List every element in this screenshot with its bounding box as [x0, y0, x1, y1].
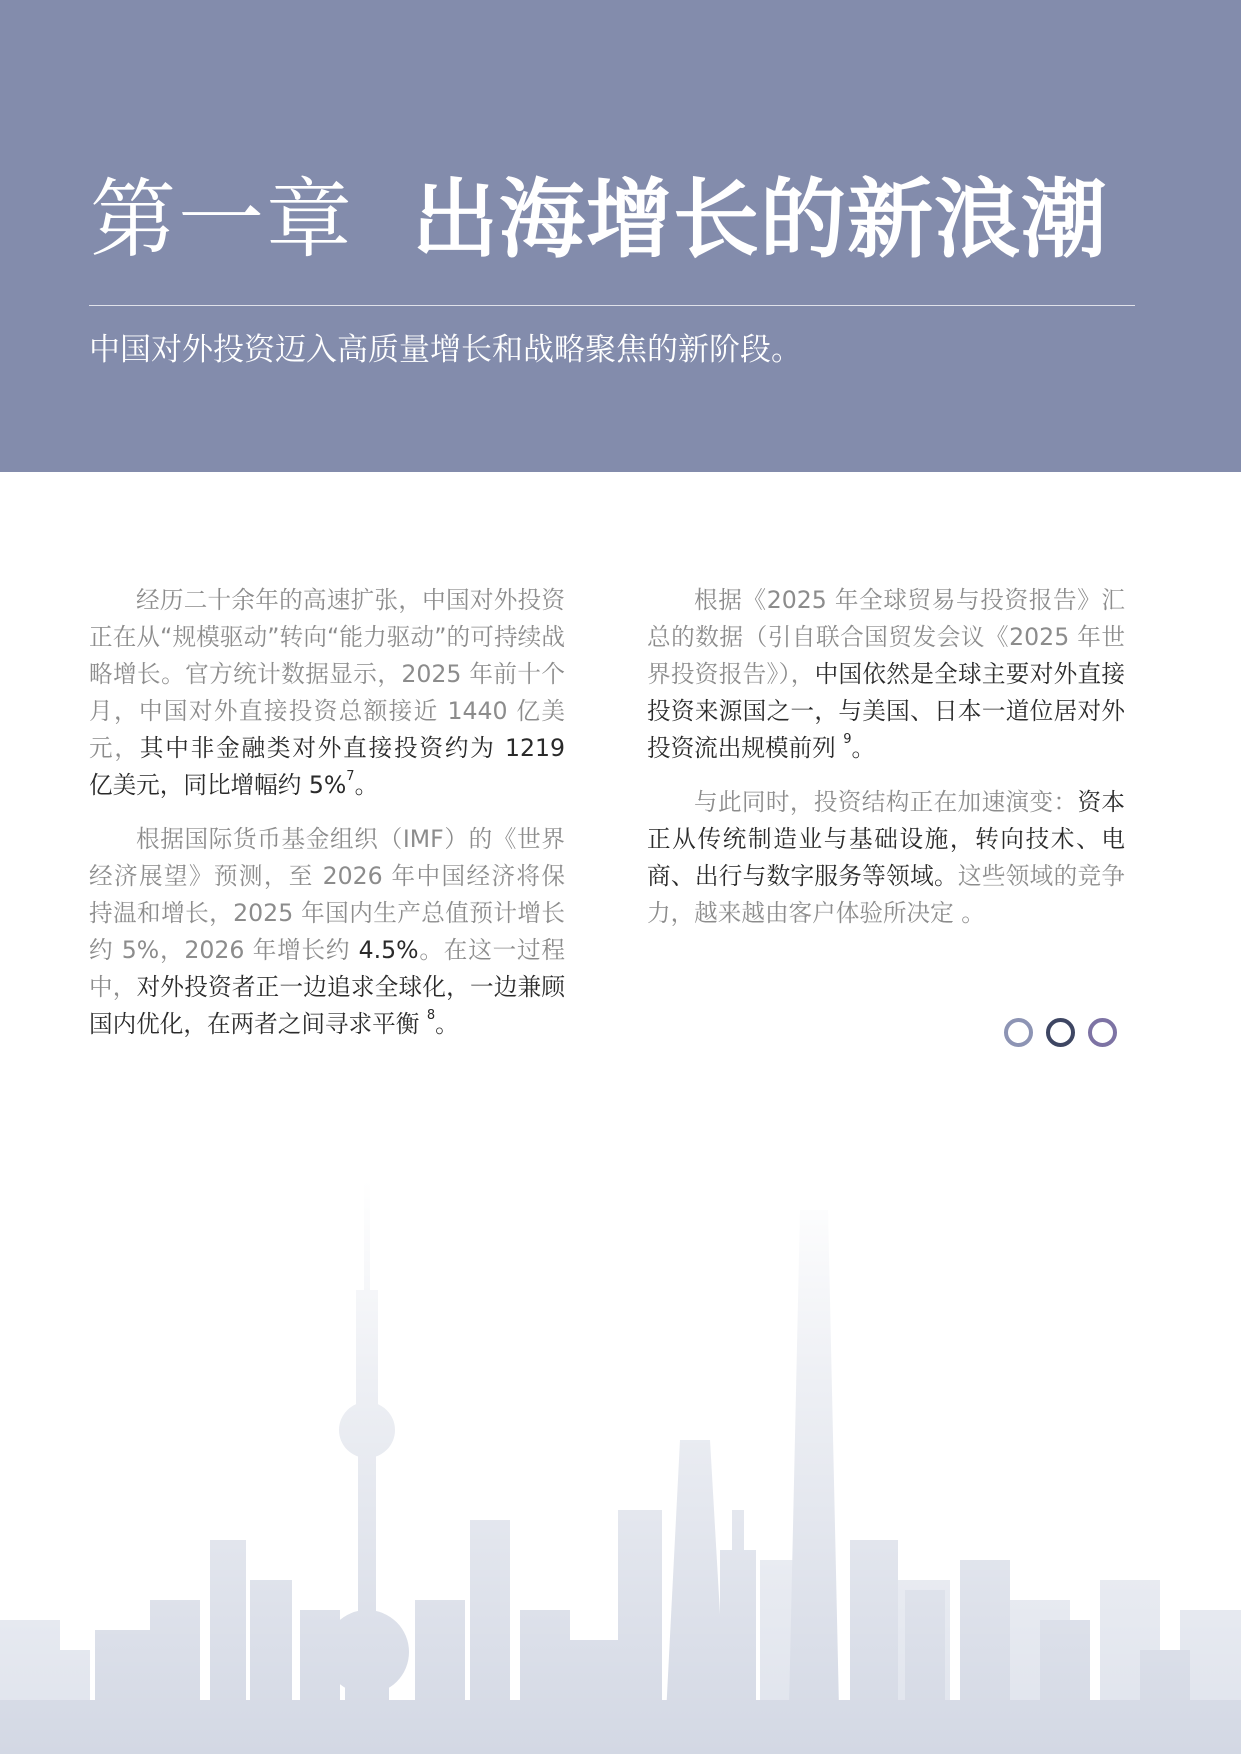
- right-text-column: [647, 582, 1125, 949]
- left-paragraph-1: [89, 582, 565, 804]
- circle-icon: [1046, 1018, 1075, 1047]
- city-skyline-illustration: [0, 1180, 1241, 1754]
- text-span: 根据国际货币基金组织（IMF）的《世界经济展望》预测，至 2026 年中国经济将保持温和增长，2025 年国内生产总值预计增长约 5%，2026 年增长约: [89, 825, 565, 964]
- left-text-column: [89, 582, 565, 1060]
- text-span: 这些领域的竞争力，越来越由客户体验所决定 。: [647, 862, 1126, 927]
- footnote-ref-9: 9: [843, 732, 852, 748]
- circle-icon: [1088, 1018, 1117, 1047]
- chapter-title: 出海增长的新浪潮: [412, 170, 1108, 270]
- text-span: 经历二十余年的高速扩张，中国对外投资正在从“规模驱动”转向“能力驱动”的可持续战略增长。官方统计数据显示，2025 年前十个月，中国对外直接投资总额接近 1440 亿美元，: [89, 586, 565, 762]
- header-divider: [89, 305, 1135, 306]
- text-span: 。: [851, 734, 876, 762]
- text-span: 。: [354, 771, 379, 799]
- footnote-ref-7: 7: [346, 769, 355, 785]
- chapter-heading: [90, 165, 1108, 275]
- text-span: 。: [435, 1010, 459, 1038]
- text-span: 。在这一过程中，: [89, 936, 565, 1001]
- text-span: 根据《2025 年全球贸易与投资报告》汇总的数据（引自联合国贸发会议《2025 年世界投资报告》），: [647, 586, 1125, 688]
- right-paragraph-2: [647, 784, 1125, 932]
- chapter-number: 第一章: [90, 170, 354, 270]
- decorative-circles: [1004, 1016, 1124, 1056]
- left-paragraph-2: [89, 821, 565, 1043]
- text-span: 与此同时，投资结构正在加速演变：: [694, 788, 1078, 816]
- highlight-text: 其中非金融类对外直接投资约为 1219 亿美元，同比增幅约 5%: [89, 734, 566, 799]
- right-paragraph-1: [647, 582, 1125, 767]
- circle-icon: [1004, 1018, 1033, 1047]
- highlight-text: 资本正从传统制造业与基础设施，转向技术、电商、出行与数字服务等领域。: [647, 788, 1126, 890]
- highlight-text: 4.5%: [358, 936, 419, 964]
- chapter-subtitle: 中国对外投资迈入高质量增长和战略聚焦的新阶段。: [89, 332, 802, 368]
- highlight-text: 中国依然是全球主要对外直接投资来源国之一，与美国、日本一道位居对外投资流出规模前列: [647, 660, 1126, 762]
- chapter-header-band: [0, 0, 1241, 472]
- highlight-text: 对外投资者正一边追求全球化，一边兼顾国内优化，在两者之间寻求平衡: [89, 973, 566, 1038]
- footnote-ref-8: 8: [426, 1008, 436, 1024]
